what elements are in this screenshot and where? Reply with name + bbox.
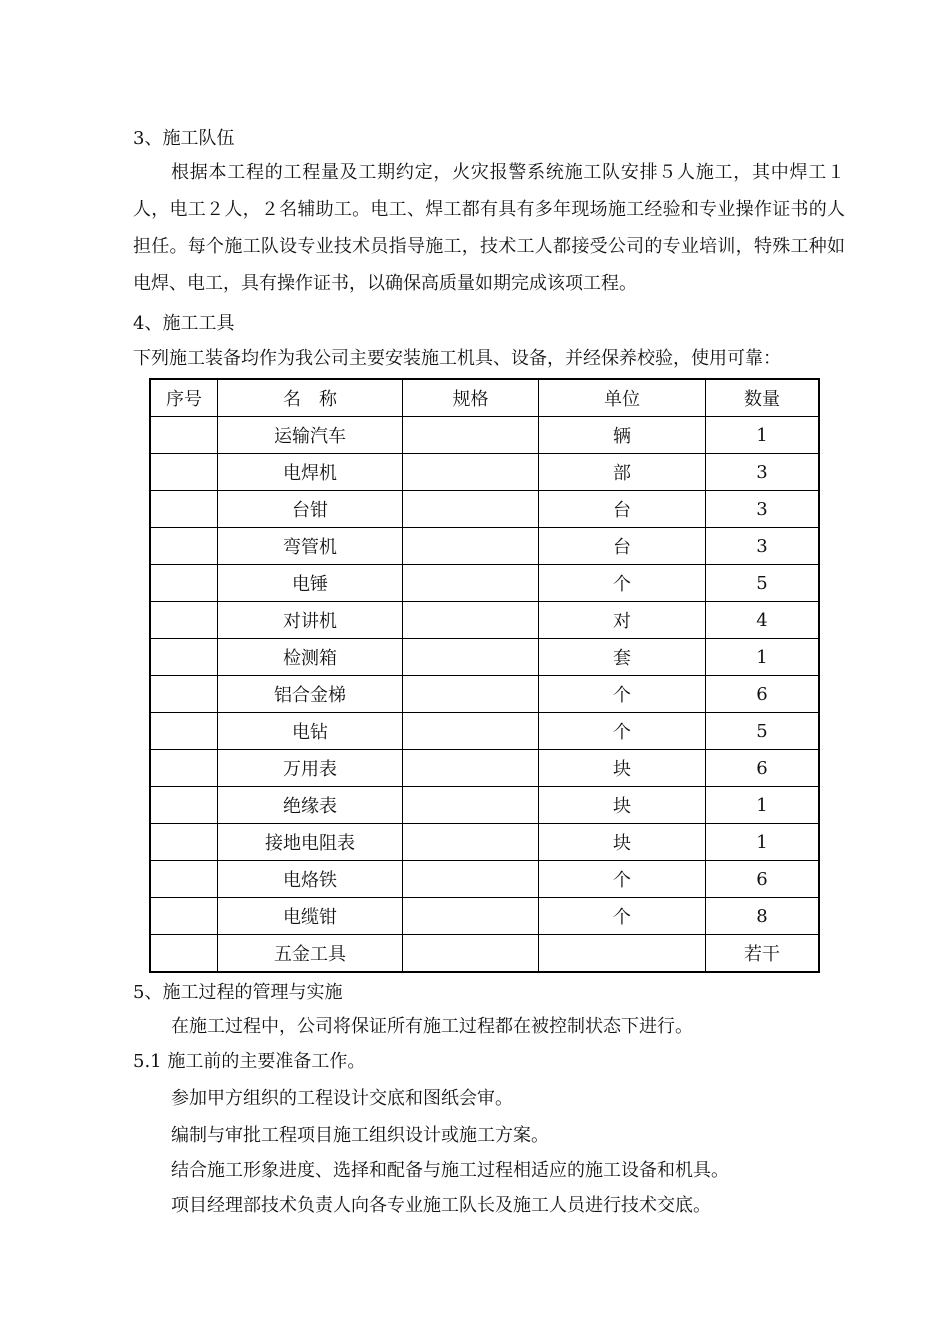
cell-index: [150, 787, 218, 824]
cell-spec: [403, 750, 539, 787]
cell-unit: 个: [539, 898, 706, 935]
cell-name: 万用表: [218, 750, 403, 787]
cell-quantity: 4: [706, 602, 820, 639]
equipment-table: [149, 378, 820, 973]
cell-name: 运输汽车: [218, 417, 403, 454]
cell-name: 铝合金梯: [218, 676, 403, 713]
cell-unit: 套: [539, 639, 706, 676]
cell-name: 五金工具: [218, 935, 403, 973]
cell-index: [150, 454, 218, 491]
cell-unit: 个: [539, 565, 706, 602]
table-row: [150, 454, 819, 491]
cell-quantity: 6: [706, 861, 820, 898]
section-3-heading: 3、施工队伍: [133, 128, 235, 149]
cell-unit: 个: [539, 861, 706, 898]
table-row: [150, 824, 819, 861]
cell-quantity: 8: [706, 898, 820, 935]
cell-unit: 块: [539, 787, 706, 824]
table-row: [150, 602, 819, 639]
prep-item: 项目经理部技术负责人向各专业施工队长及施工人员进行技术交底。: [171, 1195, 711, 1216]
cell-index: [150, 491, 218, 528]
cell-name: 电焊机: [218, 454, 403, 491]
cell-spec: [403, 824, 539, 861]
cell-unit: [539, 935, 706, 973]
section-4-heading: 4、施工工具: [133, 313, 235, 334]
cell-index: [150, 935, 218, 973]
cell-quantity: 5: [706, 565, 820, 602]
cell-name: 绝缘表: [218, 787, 403, 824]
cell-index: [150, 861, 218, 898]
cell-spec: [403, 528, 539, 565]
cell-index: [150, 417, 218, 454]
cell-unit: 辆: [539, 417, 706, 454]
cell-index: [150, 602, 218, 639]
cell-unit: 块: [539, 824, 706, 861]
cell-spec: [403, 713, 539, 750]
cell-quantity: 3: [706, 528, 820, 565]
section-4-intro: 下列施工装备均作为我公司主要安装施工机具、设备，并经保养校验，使用可靠：: [133, 348, 781, 369]
header-unit: 单位: [539, 379, 706, 417]
table-row: [150, 491, 819, 528]
cell-quantity: 3: [706, 491, 820, 528]
cell-quantity: 1: [706, 417, 820, 454]
table-row: [150, 935, 819, 973]
table-row: [150, 528, 819, 565]
header-index: 序号: [150, 379, 218, 417]
cell-index: [150, 750, 218, 787]
cell-spec: [403, 602, 539, 639]
cell-unit: 个: [539, 676, 706, 713]
cell-index: [150, 528, 218, 565]
section-5-paragraph: 在施工过程中，公司将保证所有施工过程都在被控制状态下进行。: [171, 1016, 693, 1037]
header-quantity: 数量: [706, 379, 820, 417]
table-row: [150, 787, 819, 824]
cell-unit: 个: [539, 713, 706, 750]
cell-unit: 部: [539, 454, 706, 491]
cell-index: [150, 898, 218, 935]
cell-quantity: 1: [706, 639, 820, 676]
header-spec: 规格: [403, 379, 539, 417]
cell-spec: [403, 491, 539, 528]
cell-spec: [403, 565, 539, 602]
cell-quantity: 3: [706, 454, 820, 491]
table-row: [150, 639, 819, 676]
cell-index: [150, 565, 218, 602]
cell-name: 接地电阻表: [218, 824, 403, 861]
cell-quantity: 6: [706, 750, 820, 787]
section-3-paragraph: 根据本工程的工程量及工期约定，火灾报警系统施工队安排５人施工，其中焊工１人，电工２人，２名辅助工。电工、焊工都有具有多年现场施工经验和专业操作证书的人担任。每个施工队设专业技术员指导施工，技术工人都接受公司的专业培训，特殊工种如电焊、电工，具有操作证书，以确保高质量如期完成该项工程。: [133, 162, 845, 294]
cell-unit: 块: [539, 750, 706, 787]
cell-unit: 对: [539, 602, 706, 639]
cell-spec: [403, 454, 539, 491]
cell-index: [150, 824, 218, 861]
cell-index: [150, 639, 218, 676]
cell-spec: [403, 861, 539, 898]
prep-item: 结合施工形象进度、选择和配备与施工过程相适应的施工设备和机具。: [171, 1160, 729, 1181]
cell-spec: [403, 639, 539, 676]
cell-spec: [403, 935, 539, 973]
header-name: 名 称: [218, 379, 403, 417]
cell-name: 检测箱: [218, 639, 403, 676]
cell-unit: 台: [539, 491, 706, 528]
section-5-1-heading: 5.1 施工前的主要准备工作。: [133, 1051, 366, 1072]
cell-name: 电钻: [218, 713, 403, 750]
cell-quantity: 5: [706, 713, 820, 750]
cell-quantity: 1: [706, 824, 820, 861]
cell-name: 弯管机: [218, 528, 403, 565]
cell-index: [150, 713, 218, 750]
cell-quantity: 若干: [706, 935, 820, 973]
table-header-row: [150, 379, 819, 417]
cell-spec: [403, 676, 539, 713]
table-row: [150, 565, 819, 602]
prep-item: 编制与审批工程项目施工组织设计或施工方案。: [171, 1125, 549, 1146]
table-row: [150, 750, 819, 787]
cell-name: 对讲机: [218, 602, 403, 639]
cell-spec: [403, 417, 539, 454]
cell-spec: [403, 787, 539, 824]
table-row: [150, 898, 819, 935]
cell-spec: [403, 898, 539, 935]
cell-name: 台钳: [218, 491, 403, 528]
cell-quantity: 6: [706, 676, 820, 713]
prep-item: 参加甲方组织的工程设计交底和图纸会审。: [171, 1088, 513, 1109]
table-row: [150, 861, 819, 898]
cell-name: 电缆钳: [218, 898, 403, 935]
cell-quantity: 1: [706, 787, 820, 824]
table-row: [150, 417, 819, 454]
cell-name: 电烙铁: [218, 861, 403, 898]
table-row: [150, 713, 819, 750]
section-5-heading: 5、施工过程的管理与实施: [133, 982, 343, 1003]
table-row: [150, 676, 819, 713]
cell-unit: 台: [539, 528, 706, 565]
cell-index: [150, 676, 218, 713]
cell-name: 电锤: [218, 565, 403, 602]
